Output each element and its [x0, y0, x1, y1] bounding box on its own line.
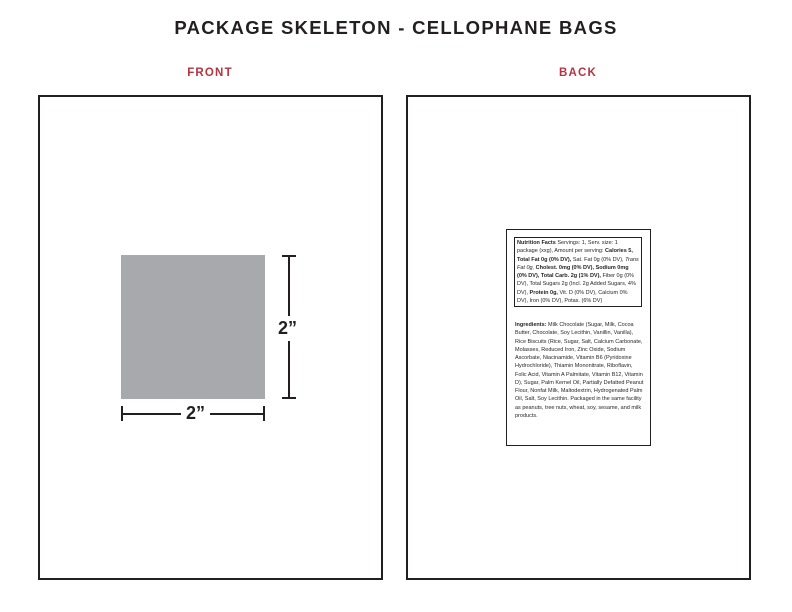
width-dimension-label: 2”	[181, 403, 210, 424]
nutrition-facts-box	[514, 237, 642, 307]
sodium-text: Sodium 0mg (0% DV),	[517, 264, 629, 280]
servings-text: Servings: 1, Serv. size: 1 package (xxg), Amount per serving:	[517, 240, 618, 255]
trans-fat-text: Trans Fat 0g,	[517, 256, 639, 271]
total-fat-text: Total Fat 0g (0% DV),	[517, 256, 572, 263]
calories-text: Calories 5,	[605, 248, 633, 255]
total-sugars-text: Total Sugars 2g (Incl. 2g Added Sugars, 4% DV),	[517, 281, 636, 296]
ingredients-text	[515, 321, 644, 420]
back-label: BACK	[558, 67, 598, 79]
sat-fat-text: Sat. Fat 0g (0% DV),	[572, 256, 624, 263]
cholest-text: Cholest. 0mg (0% DV),	[535, 264, 595, 271]
vitamins-text: Vit. D (0% DV), Calcium 0% DV), Iron (0% DV), Potas. (6% DV)	[517, 289, 628, 305]
total-carb-text: Total Carb. 2g (1% DV),	[540, 273, 601, 280]
fiber-text: Fiber 0g (0% DV),	[517, 273, 634, 288]
logo-placeholder-area	[121, 255, 265, 399]
protein-text: Protein 0g,	[529, 289, 558, 296]
height-dimension-top-tick	[282, 255, 296, 257]
back-label-box	[506, 229, 651, 446]
ingredients-list: Milk Chocolate (Sugar, Milk, Cocoa Butter, Chocolate, Soy Lecithin, Vanillin, Vanilla), Rice Biscuits (Rice, Sugar, Salt, Calcium Carbonate, Molasses, Reduced Iron, Zinc Oxide, Sodium Ascorbate, Niacinamide, Vitamin B6 (Pyridoxine Hydrochloride), Thiamin Mononitrate, Riboflavin, Folic Acid, Vitamin A Palmitate, Vitamin B12, Vitamin D), Sugar, Palm Kernel Oil, Partially Defatted Peanut Flour, Nonfat Milk, Maltodextrin, Hydrogenated Palm Oil, Salt, Soy Lecithin. Packaged in the same facility as peanuts, tree nuts, wheat, soy, sesame, and milk products.	[515, 322, 644, 419]
ingredients-heading: Ingredients:	[515, 322, 547, 328]
width-dimension-right-tick	[263, 406, 265, 421]
height-dimension-bottom-tick	[282, 397, 296, 399]
front-label: FRONT	[187, 67, 233, 79]
height-dimension-label: 2”	[278, 316, 297, 341]
width-dimension-left-tick	[121, 406, 123, 421]
page-title: PACKAGE SKELETON - CELLOPHANE BAGS	[174, 17, 618, 38]
nutrition-facts-heading: Nutrition Facts	[517, 240, 556, 246]
